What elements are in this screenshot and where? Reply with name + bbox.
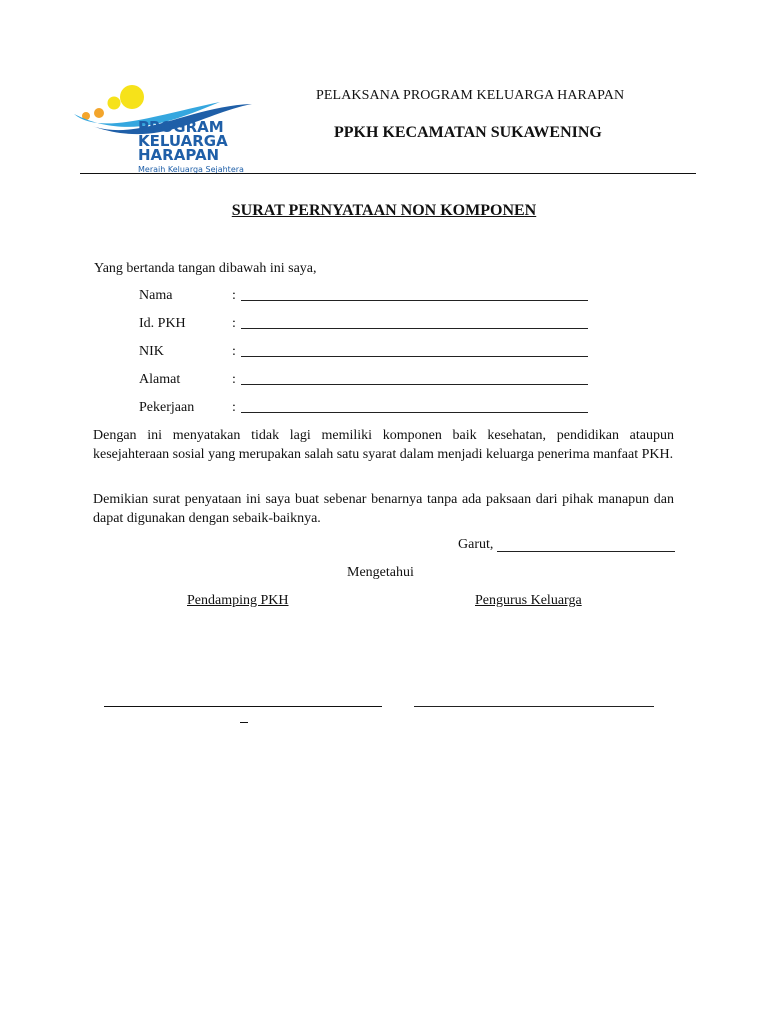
place-date-label: Garut, xyxy=(458,537,494,552)
field-label-nama: Nama xyxy=(139,288,173,303)
field-label-nik: NIK xyxy=(139,344,164,359)
logo-text-line2: KELUARGA xyxy=(138,132,228,150)
program-keluarga-harapan-logo xyxy=(70,84,256,176)
logo-text-line1: PROGRAM xyxy=(138,118,224,136)
date-line[interactable] xyxy=(497,551,675,552)
logo-dot-yellow-medium xyxy=(108,97,121,110)
header-divider xyxy=(80,173,696,174)
field-line-alamat[interactable] xyxy=(241,384,588,385)
field-colon: : xyxy=(232,400,236,415)
field-line-nama[interactable] xyxy=(241,300,588,301)
field-line-nik[interactable] xyxy=(241,356,588,357)
signature-line-right[interactable] xyxy=(414,706,654,707)
header-office: PPKH KECAMATAN SUKAWENING xyxy=(334,124,602,141)
header-organization: PELAKSANA PROGRAM KELUARGA HARAPAN xyxy=(316,88,625,103)
field-label-pekerjaan: Pekerjaan xyxy=(139,400,195,415)
field-colon: : xyxy=(232,344,236,359)
acknowledged-label: Mengetahui xyxy=(347,565,414,580)
signer-left: Pendamping PKH xyxy=(187,593,289,608)
statement-paragraph: Dengan ini menyatakan tidak lagi memiliki komponen baik kesehatan, pendidikan ataupun kesejahteraan sosial yang merupakan salah satu syarat dalam menjadi keluarga penerima manfaat PKH. xyxy=(93,428,674,462)
logo-text-line3: HARAPAN xyxy=(138,146,220,164)
logo-tagline: Meraih Keluarga Sejahtera xyxy=(138,165,244,174)
closing-paragraph: Demikian surat penyataan ini saya buat sebenar benarnya tanpa ada paksaan dari pihak manapun dan dapat digunakan dengan sebaik-baiknya. xyxy=(93,492,674,526)
field-label-id-pkh: Id. PKH xyxy=(139,316,186,331)
field-colon: : xyxy=(232,372,236,387)
signature-line-left[interactable] xyxy=(104,706,382,707)
logo-dot-yellow-large xyxy=(120,85,144,109)
field-line-pekerjaan[interactable] xyxy=(241,412,588,413)
logo-dot-orange xyxy=(94,108,104,118)
field-colon: : xyxy=(232,288,236,303)
field-line-id-pkh[interactable] xyxy=(241,328,588,329)
signer-right: Pengurus Keluarga xyxy=(475,593,582,608)
intro-text: Yang bertanda tangan dibawah ini saya, xyxy=(94,261,317,276)
document-title: SURAT PERNYATAAN NON KOMPONEN xyxy=(231,202,537,219)
field-label-alamat: Alamat xyxy=(139,372,181,387)
field-colon: : xyxy=(232,316,236,331)
signature-line-left-tail xyxy=(240,722,248,723)
